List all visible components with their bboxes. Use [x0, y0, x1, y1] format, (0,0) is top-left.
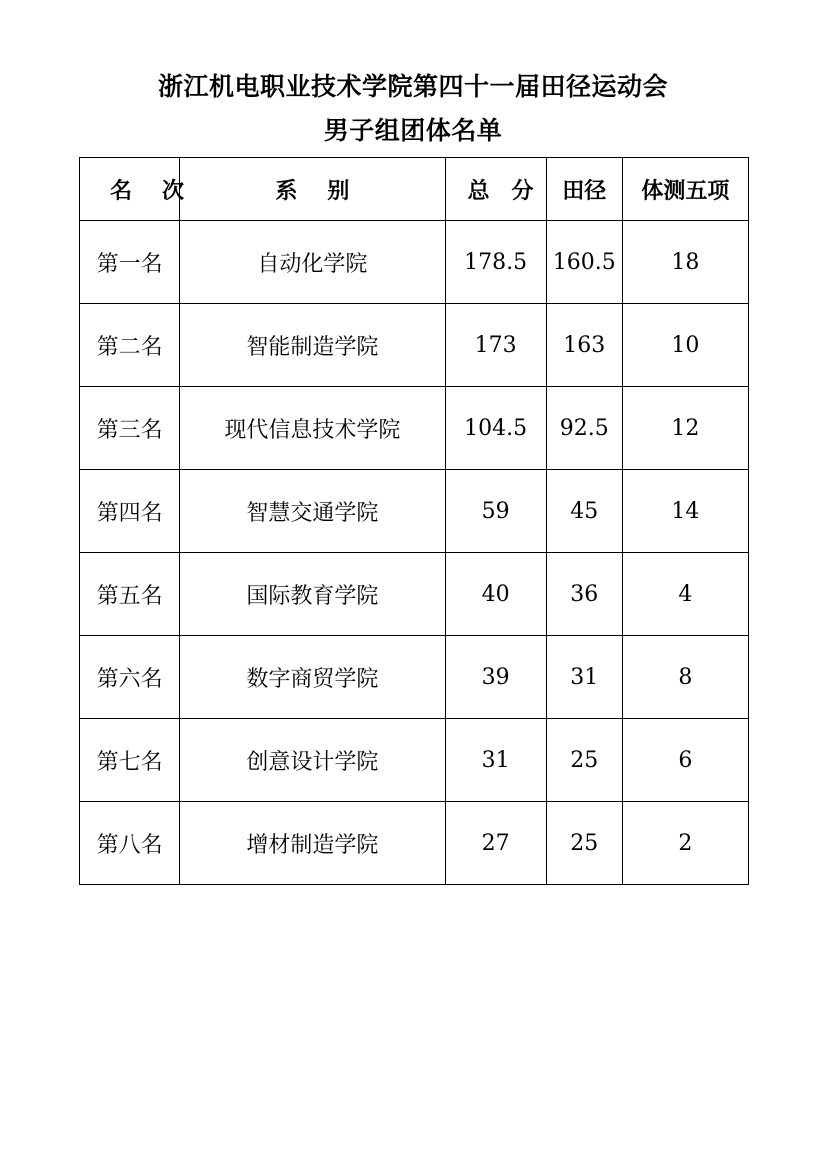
cell-fitness: 2	[622, 802, 748, 885]
table-row	[80, 636, 749, 719]
cell-track: 45	[546, 470, 622, 553]
cell-rank: 第六名	[80, 636, 180, 719]
table-row	[80, 802, 749, 885]
cell-department: 自动化学院	[180, 221, 445, 304]
table-row	[80, 470, 749, 553]
cell-department: 国际教育学院	[180, 553, 445, 636]
cell-rank: 第八名	[80, 802, 180, 885]
cell-fitness: 4	[622, 553, 748, 636]
cell-track: 163	[546, 304, 622, 387]
cell-track: 25	[546, 719, 622, 802]
table-row	[80, 719, 749, 802]
header-department: 系别	[180, 158, 445, 221]
header-fitness: 体测五项	[622, 158, 748, 221]
cell-fitness: 10	[622, 304, 748, 387]
document-subtitle: 男子组团体名单	[323, 116, 503, 145]
table-body	[80, 221, 749, 885]
header-total: 总分	[445, 158, 546, 221]
cell-total: 104.5	[445, 387, 546, 470]
cell-fitness: 14	[622, 470, 748, 553]
cell-total: 40	[445, 553, 546, 636]
cell-department: 智慧交通学院	[180, 470, 445, 553]
header-track: 田径	[546, 158, 622, 221]
table-row	[80, 304, 749, 387]
cell-fitness: 6	[622, 719, 748, 802]
cell-fitness: 8	[622, 636, 748, 719]
cell-total: 27	[445, 802, 546, 885]
cell-department: 现代信息技术学院	[180, 387, 445, 470]
table-row	[80, 221, 749, 304]
table-row	[80, 387, 749, 470]
cell-department: 增材制造学院	[180, 802, 445, 885]
cell-total: 59	[445, 470, 546, 553]
cell-rank: 第一名	[80, 221, 180, 304]
cell-track: 31	[546, 636, 622, 719]
cell-total: 173	[445, 304, 546, 387]
table-row	[80, 553, 749, 636]
cell-rank: 第三名	[80, 387, 180, 470]
document-title: 浙江机电职业技术学院第四十一届田径运动会	[157, 72, 668, 101]
cell-rank: 第七名	[80, 719, 180, 802]
cell-total: 178.5	[445, 221, 546, 304]
cell-track: 160.5	[546, 221, 622, 304]
cell-total: 31	[445, 719, 546, 802]
cell-track: 36	[546, 553, 622, 636]
cell-fitness: 12	[622, 387, 748, 470]
cell-fitness: 18	[622, 221, 748, 304]
cell-total: 39	[445, 636, 546, 719]
table-header-row	[80, 158, 749, 221]
header-rank: 名次	[80, 158, 180, 221]
team-results-table	[79, 157, 749, 885]
cell-rank: 第二名	[80, 304, 180, 387]
cell-track: 25	[546, 802, 622, 885]
cell-department: 数字商贸学院	[180, 636, 445, 719]
cell-track: 92.5	[546, 387, 622, 470]
cell-rank: 第五名	[80, 553, 180, 636]
cell-department: 创意设计学院	[180, 719, 445, 802]
cell-rank: 第四名	[80, 470, 180, 553]
cell-department: 智能制造学院	[180, 304, 445, 387]
